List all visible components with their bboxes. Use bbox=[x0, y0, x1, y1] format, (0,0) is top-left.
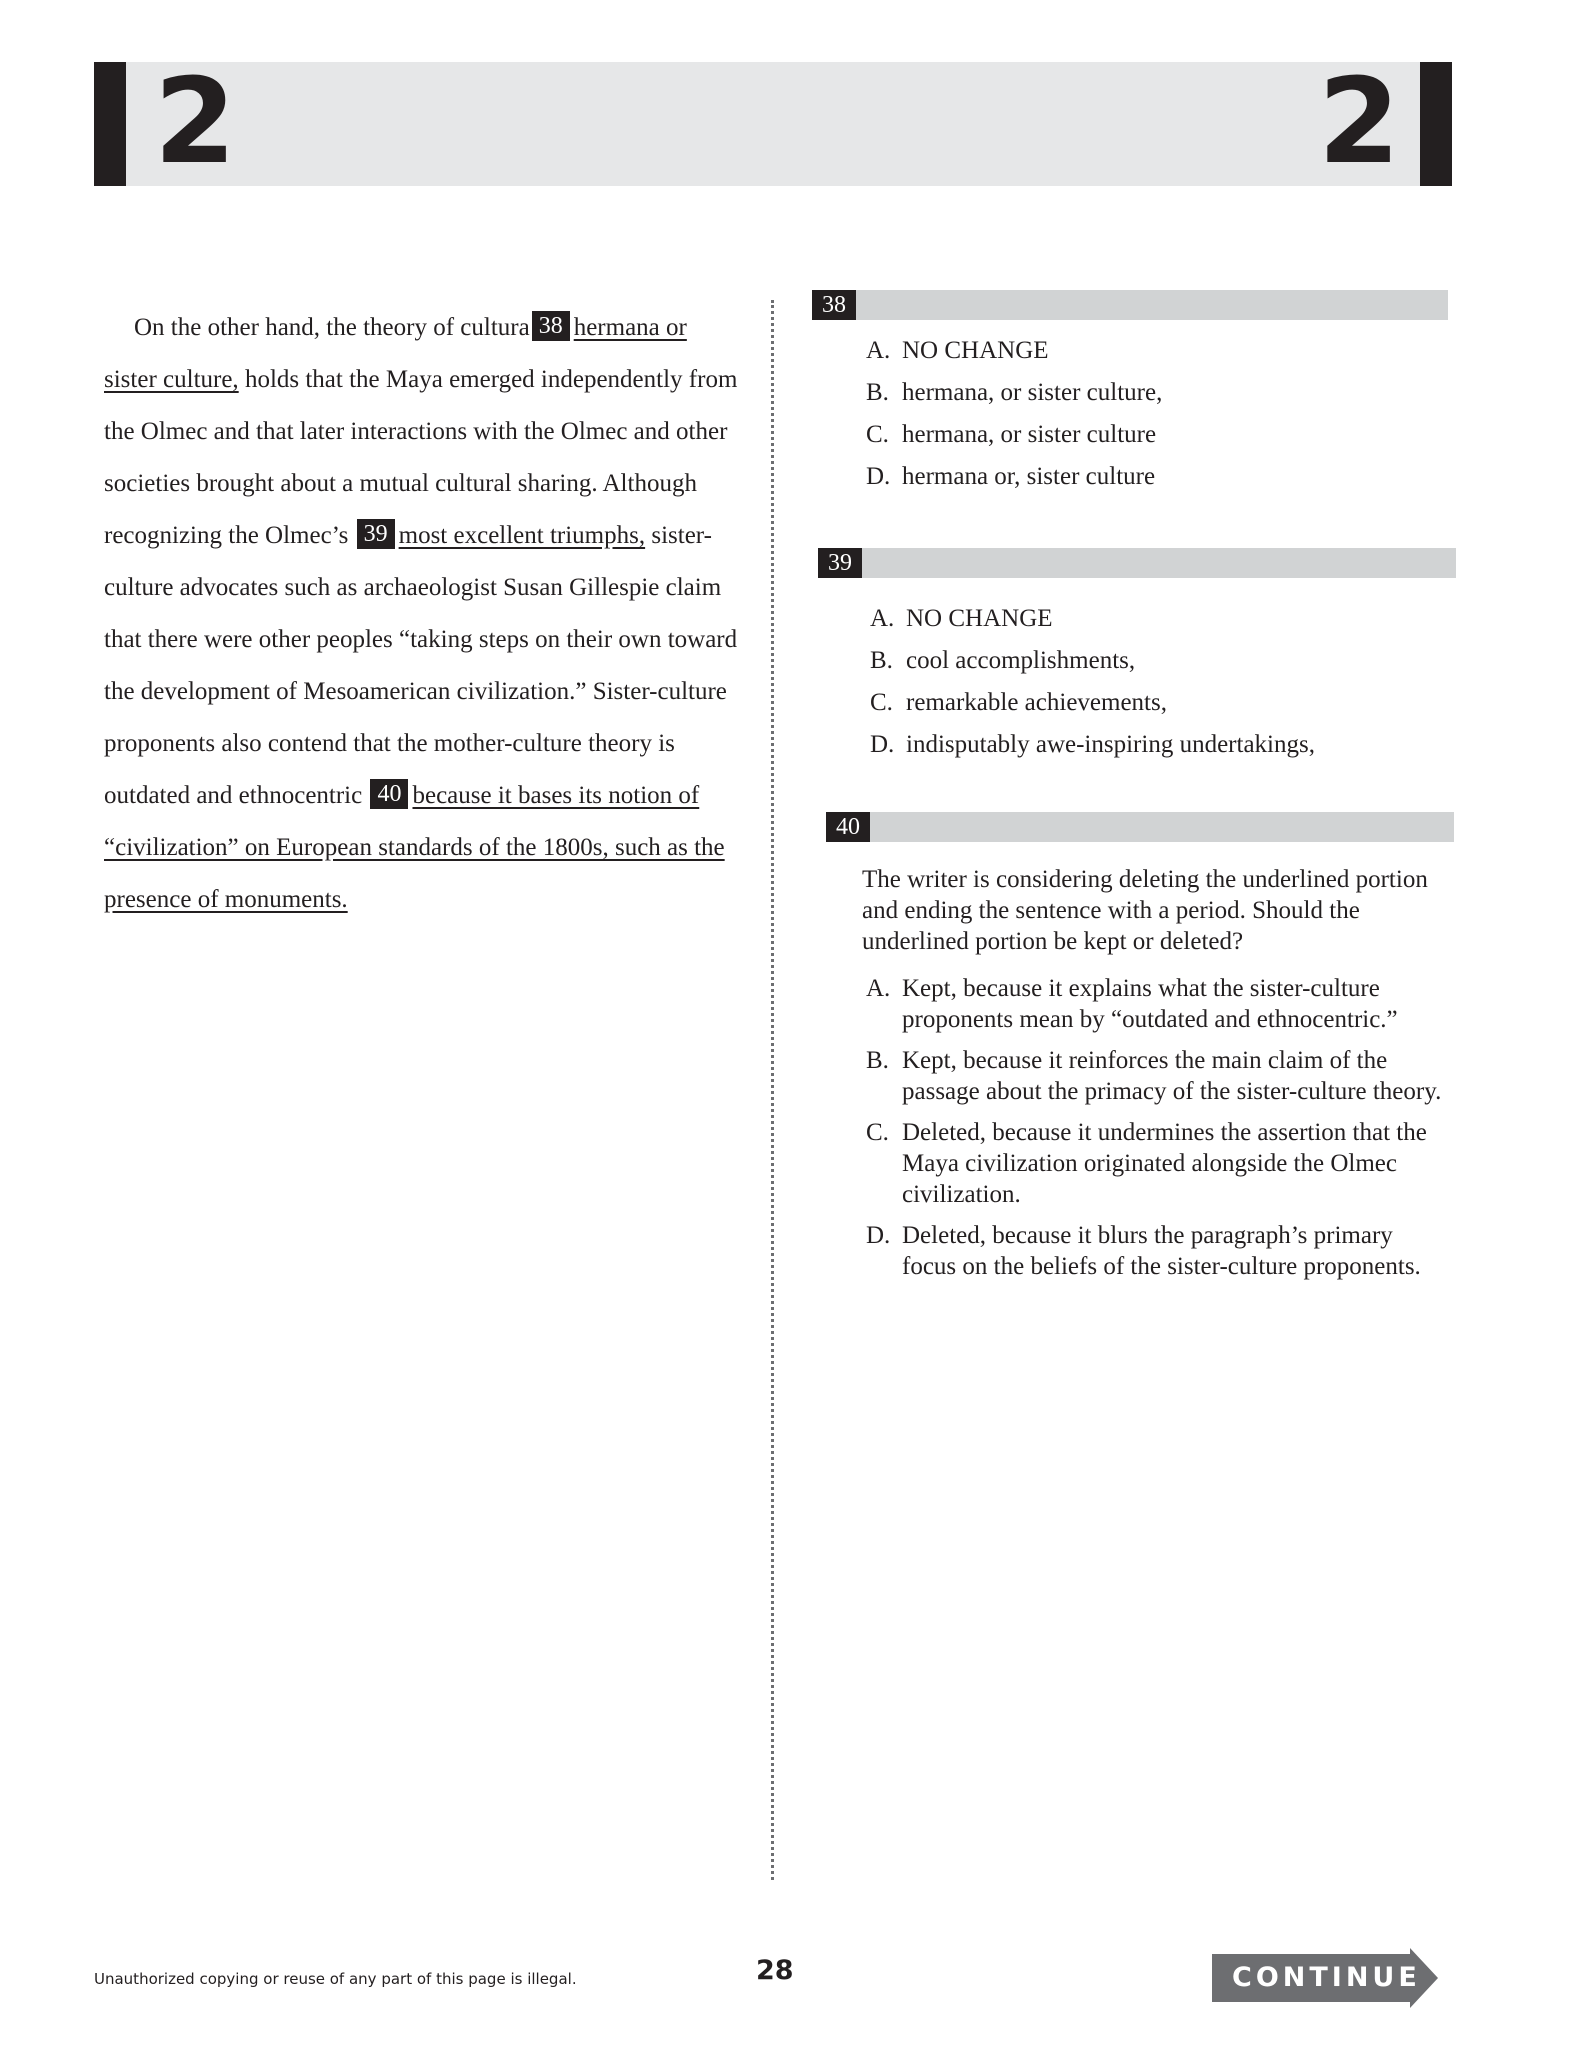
option-text: hermana, or sister culture bbox=[902, 421, 1157, 448]
passage-text: On the other hand, the theory of cultura bbox=[134, 314, 530, 341]
option-letter: A. bbox=[866, 975, 891, 1002]
answer-option-c[interactable] bbox=[866, 414, 1448, 456]
option-letter: B. bbox=[870, 647, 893, 674]
answer-option-a[interactable] bbox=[870, 598, 1456, 640]
option-letter: C. bbox=[866, 1119, 889, 1146]
option-letter: B. bbox=[866, 379, 889, 406]
option-letter: A. bbox=[866, 337, 891, 364]
question-39 bbox=[818, 548, 1456, 766]
answer-options bbox=[870, 598, 1456, 766]
option-text: Kept, because it reinforces the main claim of the passage about the primacy of the sister-culture theory. bbox=[902, 1047, 1442, 1105]
passage-text: sister-culture advocates such as archaeologist Susan Gillespie claim that there were other peoples “taking steps on their own toward the development of Mesoamerican civilization.” Sister-culture proponents also contend that the mother-culture theory is outdated and ethnocentric bbox=[104, 522, 738, 809]
underlined-text-40[interactable]: because it bases its notion of “civilization” on European standards of the 1800s, such as the presence of monuments. bbox=[104, 782, 725, 913]
section-header-bar-left bbox=[94, 62, 126, 186]
option-letter: D. bbox=[870, 731, 895, 758]
option-letter: B. bbox=[866, 1047, 889, 1074]
question-header-bar bbox=[812, 290, 1448, 320]
copyright-notice: Unauthorized copying or reuse of any part of this page is illegal. bbox=[94, 1970, 577, 1988]
answer-option-b[interactable] bbox=[866, 372, 1448, 414]
passage-paragraph bbox=[104, 302, 744, 926]
answer-option-b[interactable] bbox=[870, 640, 1456, 682]
option-letter: D. bbox=[866, 1222, 891, 1249]
question-marker-38[interactable]: 38 bbox=[532, 311, 570, 341]
section-number-right: 2 bbox=[1318, 52, 1401, 190]
question-marker-39[interactable]: 39 bbox=[357, 519, 395, 549]
option-letter: D. bbox=[866, 463, 891, 490]
question-body bbox=[862, 864, 1452, 1282]
question-header-bar bbox=[818, 548, 1456, 578]
option-text: NO CHANGE bbox=[906, 605, 1053, 632]
section-header-band bbox=[94, 62, 1448, 186]
question-marker-40[interactable]: 40 bbox=[370, 779, 408, 809]
section-header-bar-right bbox=[1420, 62, 1452, 186]
question-number: 39 bbox=[818, 548, 862, 578]
section-number-left: 2 bbox=[154, 52, 237, 190]
option-text: cool accomplishments, bbox=[906, 647, 1136, 674]
answer-option-a[interactable] bbox=[866, 330, 1448, 372]
answer-option-d[interactable] bbox=[866, 1220, 1452, 1282]
answer-options bbox=[866, 330, 1448, 498]
answer-option-b[interactable] bbox=[866, 1045, 1452, 1107]
question-40 bbox=[826, 812, 1454, 1292]
answer-option-a[interactable] bbox=[866, 973, 1452, 1035]
underlined-text-38[interactable]: hermana or sister culture, bbox=[104, 314, 687, 393]
answer-option-c[interactable] bbox=[870, 682, 1456, 724]
option-letter: C. bbox=[870, 689, 893, 716]
question-header-bar bbox=[826, 812, 1454, 842]
option-letter: C. bbox=[866, 421, 889, 448]
answer-option-c[interactable] bbox=[866, 1117, 1452, 1210]
option-text: remarkable achievements, bbox=[906, 689, 1167, 716]
question-prompt: The writer is considering deleting the underlined portion and ending the sentence with a period. Should the underlined portion be kept or deleted? bbox=[862, 866, 1428, 955]
option-text: indisputably awe-inspiring undertakings, bbox=[906, 731, 1315, 758]
answer-options bbox=[866, 973, 1452, 1282]
underlined-text-39[interactable]: most excellent triumphs, bbox=[398, 522, 646, 549]
question-number: 40 bbox=[826, 812, 870, 842]
option-text: Deleted, because it blurs the paragraph’s primary focus on the beliefs of the sister-culture proponents. bbox=[902, 1222, 1421, 1280]
continue-label: CONTINUE bbox=[1232, 1962, 1421, 1993]
answer-option-d[interactable] bbox=[870, 724, 1456, 766]
page-number: 28 bbox=[756, 1955, 794, 1986]
column-divider bbox=[771, 300, 774, 1880]
option-letter: A. bbox=[870, 605, 895, 632]
passage bbox=[104, 302, 744, 926]
option-text: Deleted, because it undermines the assertion that the Maya civilization originated alongside the Olmec civilization. bbox=[902, 1119, 1427, 1208]
continue-button[interactable] bbox=[1212, 1948, 1452, 2008]
answer-option-d[interactable] bbox=[866, 456, 1448, 498]
question-38 bbox=[812, 290, 1448, 498]
option-text: NO CHANGE bbox=[902, 337, 1049, 364]
option-text: hermana, or sister culture, bbox=[902, 379, 1163, 406]
question-number: 38 bbox=[812, 290, 856, 320]
option-text: hermana or, sister culture bbox=[902, 463, 1156, 490]
passage-text: holds that the Maya emerged independently from the Olmec and that later interactions with the Olmec and other societies brought about a mutual cultural sharing. Although recognizing the Olmec’s bbox=[104, 366, 738, 549]
option-text: Kept, because it explains what the sister-culture proponents mean by “outdated and ethnocentric.” bbox=[902, 975, 1398, 1033]
